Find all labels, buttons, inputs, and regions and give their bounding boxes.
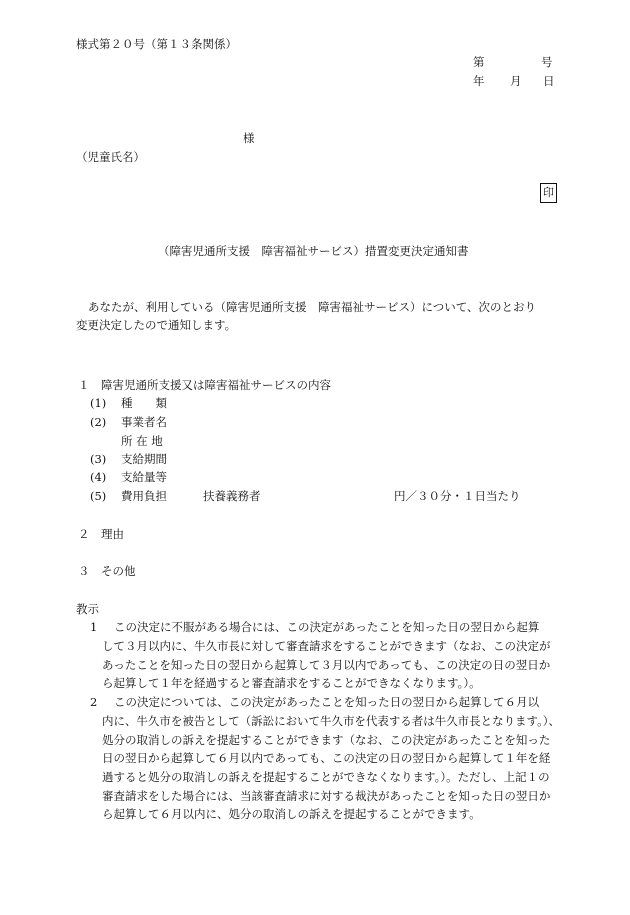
section1-heading: １ 障害児通所支援又は障害福祉サービスの内容 <box>78 378 331 392</box>
document-number-prefix: 第 <box>473 55 485 69</box>
date-day: 日 <box>543 74 555 88</box>
item-label-period: 支給期間 <box>121 452 167 466</box>
fee-payer-label: 扶養義務者 <box>203 489 261 503</box>
notice-heading: 教示 <box>76 602 99 616</box>
seal-stamp: 印 <box>540 183 557 203</box>
child-name-label: （児童氏名） <box>76 150 145 164</box>
item-label-type: 種 類 <box>121 396 167 410</box>
notice-item2-line: 日の翌日から起算して６月以内であっても、この決定の日の翌日から起算して１年を経 <box>102 751 551 765</box>
item-label-address: 所 在 地 <box>121 434 163 448</box>
document-title: （障害児通所支援 障害福祉サービス）措置変更決定通知書 <box>158 244 469 258</box>
item-label-fee: 費用負担 <box>121 489 167 503</box>
notice-item2-line: ら起算して６月以内に、処分の取消しの訴えを提起することができます。 <box>102 807 481 821</box>
notice-item-number: 2 <box>90 695 98 709</box>
item-label-amount: 支給量等 <box>121 470 167 484</box>
form-number: 様式第２０号（第１３条関係） <box>76 37 237 51</box>
notice-item1-line: して３月以内に、牛久市長に対して審査請求をすることができます（なお、この決定が <box>102 639 551 653</box>
section2-heading: ２ 理由 <box>78 527 124 541</box>
item-number: (4) <box>90 470 107 484</box>
intro-line-1: あなたが、利用している（障害児通所支援 障害福祉サービス）について、次のとおり <box>88 300 537 314</box>
item-label-provider: 事業者名 <box>121 415 167 429</box>
item-number: (2) <box>90 415 107 429</box>
fee-unit-label: 円／３０分・１日当たり <box>394 489 521 503</box>
notice-item2-line: この決定については、この決定があったことを知った日の翌日から起算して６月以 <box>114 695 540 709</box>
document-number-suffix: 号 <box>541 55 553 69</box>
item-number: (1) <box>90 396 107 410</box>
notice-item-number: 1 <box>90 620 98 634</box>
date-month: 月 <box>510 74 522 88</box>
notice-item1-line: この決定に不服がある場合には、この決定があったことを知った日の翌日から起算 <box>114 620 540 634</box>
date-year: 年 <box>473 74 485 88</box>
notice-item1-line: ら起算して１年を経過すると審査請求をすることができなくなります。）。 <box>102 676 481 690</box>
item-number: (3) <box>90 452 107 466</box>
notice-item2-line: 処分の取消しの訴えを提起することができます（なお、この決定があったことを知った <box>102 733 551 747</box>
notice-item1-line: あったことを知った日の翌日から起算して３月以内であっても、この決定の日の翌日か <box>102 658 551 672</box>
notice-item2-line: 審査請求をした場合には、当該審査請求に対する裁決があったことを知った日の翌日か <box>102 789 551 803</box>
intro-line-2: 変更決定したので通知します。 <box>76 318 237 332</box>
notice-item2-line: 過すると処分の取消しの訴えを提起することができなくなります。）。ただし、上記１の <box>102 770 550 784</box>
notice-item2-line: 内に、牛久市を被告として（訴訟において牛久市を代表する者は牛久市長となります。）、 <box>102 714 561 728</box>
section3-heading: ３ その他 <box>78 564 136 578</box>
item-number: (5) <box>90 489 107 503</box>
addressee-honorific: 様 <box>243 131 255 145</box>
